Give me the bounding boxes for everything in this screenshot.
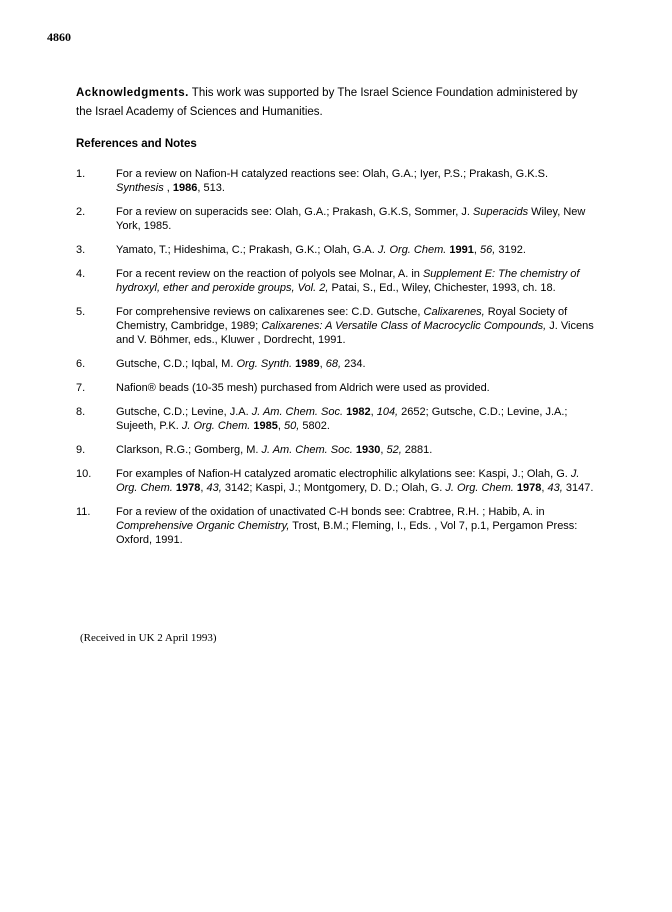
reference-italic-text: Synthesis: [116, 182, 164, 194]
reference-bold-text: 1982: [346, 406, 371, 418]
reference-italic-text: Calixarenes: A Versatile Class of Macrocyclic Compounds,: [261, 320, 547, 332]
reference-text-segment: ,: [473, 244, 480, 256]
reference-text: [116, 305, 596, 347]
reference-bold-text: 1986: [172, 182, 198, 194]
reference-text: [116, 357, 596, 371]
reference-text-segment: ,: [380, 444, 387, 456]
reference-italic-text: 43,: [206, 482, 222, 494]
reference-bold-text: 1985: [253, 420, 278, 432]
reference-italic-text: 104,: [376, 406, 399, 418]
reference-text-segment: 3142; Kaspi, J.; Montgomery, D. D.; Olah, G.: [221, 482, 446, 494]
reference-text-segment: ,: [319, 358, 326, 370]
reference-text-segment: For a review of the oxidation of unactivated C-H bonds see: Crabtree, R.H. ; Habib, A. in: [116, 506, 545, 518]
reference-italic-text: Superacids: [473, 206, 529, 218]
reference-text: [116, 243, 596, 257]
reference-text: [116, 167, 596, 195]
reference-text-segment: 2881.: [401, 444, 433, 456]
reference-item: [76, 167, 596, 195]
reference-text-segment: Yamato, T.; Hideshima, C.; Prakash, G.K.; Olah, G.A.: [116, 244, 378, 256]
reference-italic-text: Comprehensive Organic Chemistry,: [116, 520, 290, 532]
reference-number: 1.: [76, 168, 86, 180]
reference-text-segment: For a review on Nafion-H catalyzed reactions see: Olah, G.A.; Iyer, P.S.; Prakash, G.K.S.: [116, 168, 549, 180]
reference-text: [116, 205, 596, 233]
reference-italic-text: Supplement E: The chemistry of hydroxyl, ether and peroxide groups, Vol. 2,: [116, 268, 580, 294]
reference-italic-text: J. Org. Chem.: [181, 420, 251, 432]
reference-italic-text: 50,: [284, 420, 300, 432]
reference-italic-text: Calixarenes,: [423, 306, 485, 318]
reference-bold-text: 1991: [449, 244, 474, 256]
reference-number: 2.: [76, 206, 86, 218]
reference-number: 5.: [76, 306, 86, 318]
reference-text-segment: Wiley, New York, 1985.: [116, 206, 586, 232]
reference-number: 8.: [76, 406, 86, 418]
reference-italic-text: J. Am. Chem. Soc.: [261, 444, 353, 456]
reference-text-segment: Gutsche, C.D.; Levine, J.A.: [116, 406, 252, 418]
reference-text-segment: 3192.: [495, 244, 526, 256]
reference-item: [76, 505, 596, 547]
reference-text-segment: 234.: [341, 358, 366, 370]
reference-text-segment: Gutsche, C.D.; Iqbal, M.: [116, 358, 237, 370]
reference-italic-text: J. Am. Chem. Soc.: [251, 406, 344, 418]
reference-item: [76, 405, 596, 433]
reference-text-segment: For examples of Nafion-H catalyzed aromatic electrophilic alkylations see: Kaspi, J.; Olah, G.: [116, 468, 571, 480]
reference-number: 7.: [76, 382, 86, 394]
reference-text: [116, 505, 596, 547]
reference-item: [76, 467, 596, 495]
reference-text-segment: , 513.: [197, 182, 225, 194]
reference-text: [116, 443, 596, 457]
reference-text-segment: ,: [163, 182, 173, 194]
reference-number: 9.: [76, 444, 86, 456]
references-heading: References and Notes: [76, 138, 197, 150]
reference-text: [116, 467, 596, 495]
acknowledgments-text: This work was supported by The Israel Science Foundation administered by the Israel Academy of Sciences and Humanities.: [76, 87, 578, 118]
reference-item: [76, 243, 596, 257]
reference-italic-text: J. Org. Chem.: [377, 244, 447, 256]
reference-text-segment: Patai, S., Ed., Wiley, Chichester, 1993, ch. 18.: [328, 282, 556, 294]
reference-item: [76, 381, 596, 395]
reference-italic-text: Org. Synth.: [236, 358, 293, 370]
acknowledgments-paragraph: [76, 84, 596, 122]
reference-text-segment: For comprehensive reviews on calixarenes see: C.D. Gutsche,: [116, 306, 424, 318]
reference-number: 3.: [76, 244, 86, 256]
reference-number: 6.: [76, 358, 86, 370]
reference-text-segment: Royal Society of Chemistry, Cambridge, 1989;: [116, 306, 568, 332]
reference-item: [76, 305, 596, 347]
reference-italic-text: 68,: [325, 358, 342, 370]
reference-item: [76, 357, 596, 371]
reference-bold-text: 1989: [295, 358, 320, 370]
reference-italic-text: J. Org. Chem.: [445, 482, 514, 494]
page-number: 4860: [47, 30, 71, 44]
reference-text-segment: For a review on superacids see: Olah, G.A.; Prakash, G.K.S, Sommer, J.: [116, 206, 474, 218]
reference-italic-text: 56,: [480, 244, 496, 256]
reference-item: [76, 205, 596, 233]
reference-text: [116, 267, 596, 295]
reference-text-segment: Nafion® beads (10-35 mesh) purchased from Aldrich were used as provided.: [116, 382, 490, 394]
reference-text-segment: 5802.: [299, 420, 330, 432]
reference-text-segment: Clarkson, R.G.; Gomberg, M.: [116, 444, 262, 456]
reference-italic-text: J. Org. Chem.: [116, 468, 580, 494]
received-date: (Received in UK 2 April 1993): [80, 632, 217, 644]
reference-text-segment: Trost, B.M.; Fleming, I., Eds. , Vol 7, p.1, Pergamon Press: Oxford, 1991.: [116, 520, 578, 546]
reference-text-segment: 3147.: [562, 482, 594, 494]
reference-text-segment: ,: [370, 406, 377, 418]
reference-text-segment: J. Vicens and V. Böhmer, eds., Kluwer , Dordrecht, 1991.: [116, 320, 594, 346]
reference-bold-text: 1978: [516, 482, 542, 494]
reference-text-segment: ,: [200, 482, 207, 494]
reference-item: [76, 267, 596, 295]
reference-number: 10.: [76, 468, 92, 480]
reference-number: 4.: [76, 268, 86, 280]
reference-text: [116, 405, 596, 433]
acknowledgments-heading: Acknowledgments.: [76, 87, 189, 99]
reference-italic-text: 52,: [386, 444, 402, 456]
reference-italic-text: 43,: [547, 482, 563, 494]
reference-text-segment: ,: [277, 420, 284, 432]
reference-text-segment: For a recent review on the reaction of polyols see Molnar, A. in: [116, 268, 423, 280]
reference-text: [116, 381, 596, 395]
reference-text-segment: ,: [541, 482, 548, 494]
reference-number: 11.: [76, 506, 91, 518]
references-list: [76, 167, 596, 557]
reference-item: [76, 443, 596, 457]
reference-text-segment: 2652; Gutsche, C.D.; Levine, J.A.; Sujeeth, P.K.: [116, 406, 568, 432]
reference-bold-text: 1978: [175, 482, 201, 494]
reference-bold-text: 1930: [355, 444, 381, 456]
